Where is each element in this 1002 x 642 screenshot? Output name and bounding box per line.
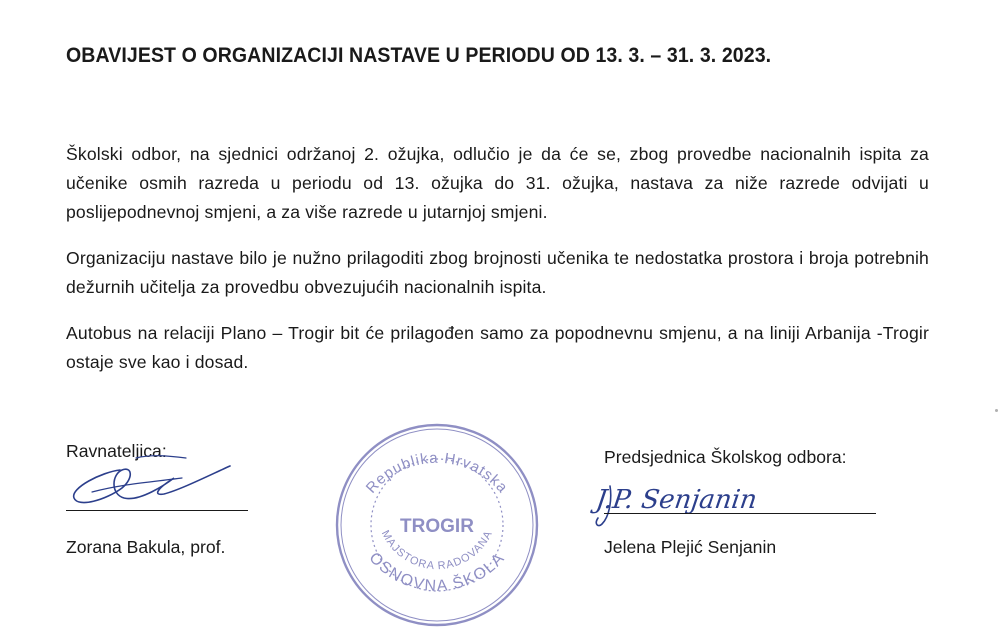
handwritten-signature: J.P. Senjanin xyxy=(593,485,759,515)
principal-label: Ravnateljica: xyxy=(66,441,167,461)
board-president-signature-icon xyxy=(590,472,810,532)
board-president-name: Jelena Plejić Senjanin xyxy=(604,537,777,557)
svg-text:OSNOVNA ŠKOLA xyxy=(365,549,508,595)
scan-speck xyxy=(995,409,998,412)
principal-name: Zorana Bakula, prof. xyxy=(66,537,226,557)
svg-text:Republika Hrvatska xyxy=(363,450,512,497)
document-title: OBAVIJEST O ORGANIZACIJI NASTAVE U PERIODU OD 13. 3. – 31. 3. 2023. xyxy=(66,44,772,67)
board-president-signature-line xyxy=(604,513,876,514)
principal-signature-line xyxy=(66,510,248,511)
stamp-inner-text: MAJSTORA RADOVANA xyxy=(378,528,496,573)
paragraph-3: Autobus na relaciji Plano – Trogir bit će prilagođen samo za popodnevnu smjenu, a na liniji Arbanija -Trogir ostaje sve kao i dosad. xyxy=(66,323,929,372)
board-president-label: Predsjednica Školskog odbora: xyxy=(604,447,847,467)
principal-signature-icon xyxy=(62,448,232,512)
stamp-center-text: TROGIR xyxy=(400,516,474,537)
paragraph-1: Školski odbor, na sjednici održanoj 2. ožujka, odlučio je da će se, zbog provedbe nacionalnih ispita za učenike osmih razreda u periodu od 13. ožujka do 31. ožujka, nastava za niže razrede odvijati u poslijepodnevnoj smjeni, a za više razrede u jutarnjoj smjeni. xyxy=(66,144,929,222)
school-stamp-icon xyxy=(332,420,542,630)
stamp-top-text: Republika Hrvatska xyxy=(362,449,512,497)
stamp-bottom-text: OSNOVNA ŠKOLA xyxy=(365,549,509,596)
paragraph-2: Organizaciju nastave bilo je nužno prilagoditi zbog brojnosti učenika te nedostatka prostora i broja potrebnih dežurnih učitelja za provedbu obvezujućih nacionalnih ispita. xyxy=(66,248,929,297)
